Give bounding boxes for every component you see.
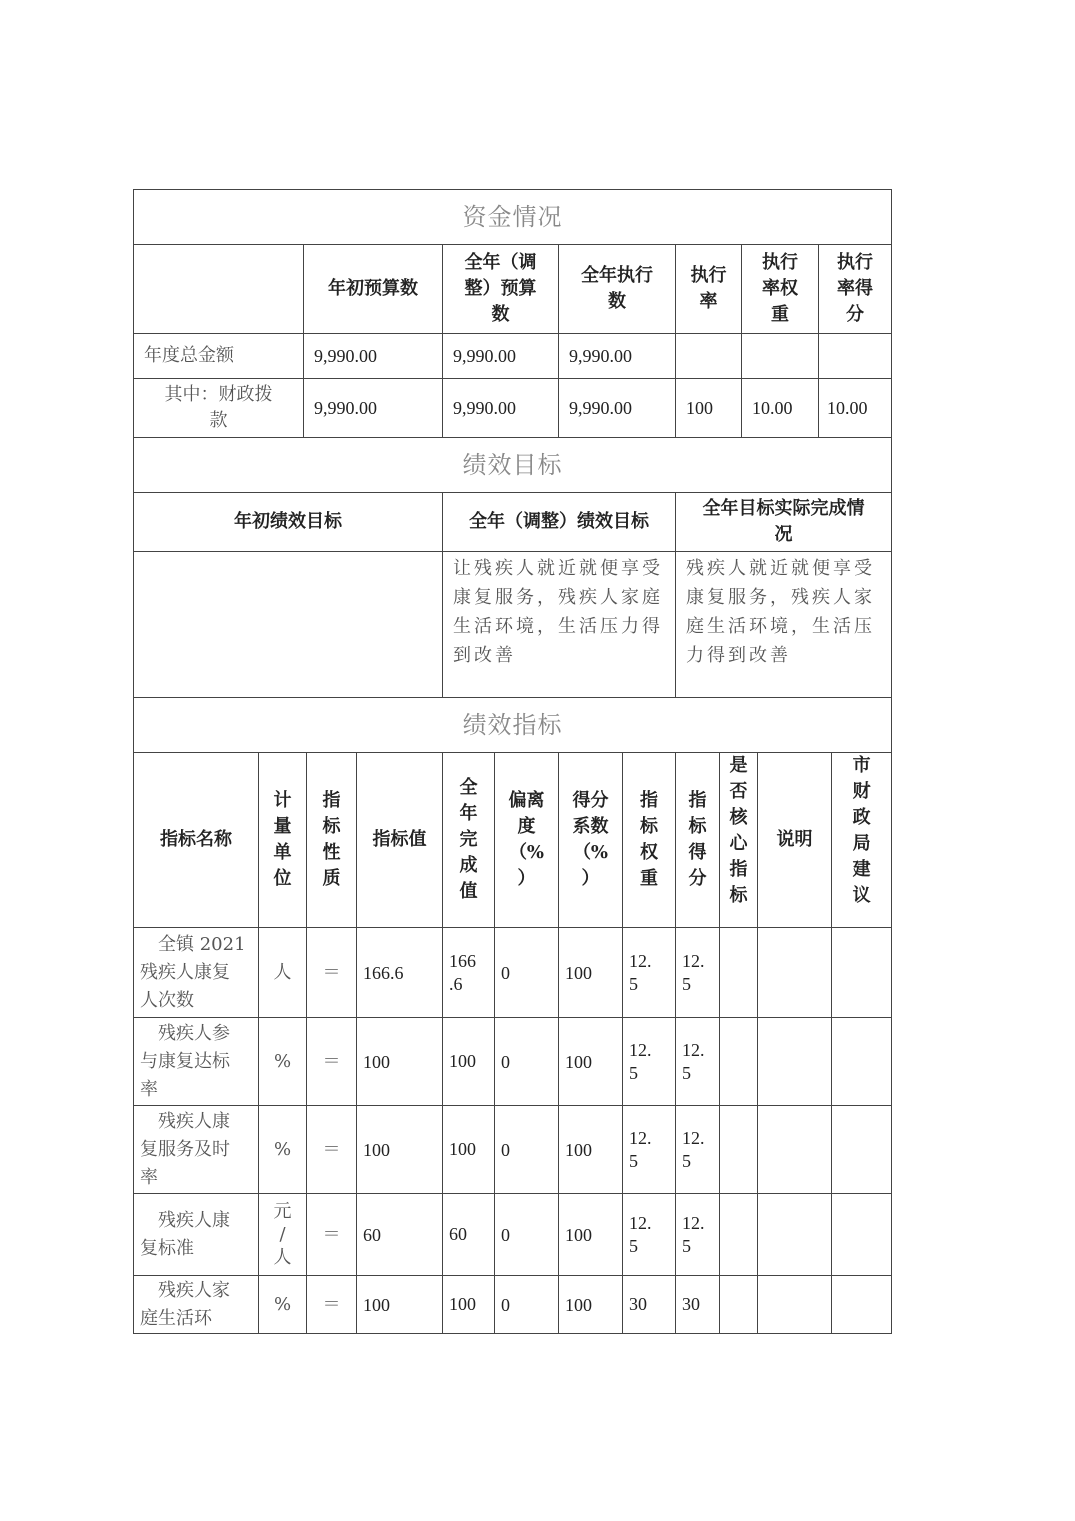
score-cell bbox=[676, 1276, 720, 1334]
indicators-header-text: 说明 bbox=[776, 829, 813, 850]
indicators-header-text: 是 bbox=[729, 755, 748, 776]
advice-cell bbox=[832, 928, 892, 1018]
score-cell-text: 5 bbox=[682, 973, 691, 994]
actual-cell-text: 100 bbox=[449, 1139, 476, 1159]
funds-header-rate-score: 执行 bbox=[837, 252, 873, 273]
funds-header-rate-score-line3: 分 bbox=[846, 304, 864, 325]
actual-cell bbox=[443, 1194, 495, 1276]
goals-adjusted-text-line4: 到改善 bbox=[453, 645, 516, 666]
target-cell: 100 bbox=[357, 1106, 443, 1194]
coef-cell: 100 bbox=[559, 1194, 623, 1276]
indicators-header-text: 指标值 bbox=[372, 829, 427, 850]
weight-cell bbox=[623, 1106, 676, 1194]
nature-cell: ＝ bbox=[307, 1276, 357, 1334]
note-cell bbox=[758, 1018, 832, 1106]
table-row bbox=[134, 379, 892, 438]
nature-cell: ＝ bbox=[307, 1194, 357, 1276]
goals-initial-text bbox=[134, 552, 443, 698]
indicators-header-text: 质 bbox=[322, 868, 341, 889]
indicators-header-text: 指 bbox=[322, 790, 341, 811]
goals-adjusted-text: 让残疾人就近就便享受 bbox=[453, 558, 663, 579]
indicator-name-cell bbox=[134, 1194, 259, 1276]
unit-cell bbox=[259, 1018, 307, 1106]
target-cell: 60 bbox=[357, 1194, 443, 1276]
funds-row-label-line2: 款 bbox=[209, 410, 228, 431]
core-cell bbox=[720, 1194, 758, 1276]
note-cell bbox=[758, 1276, 832, 1334]
target-cell: 100 bbox=[357, 1018, 443, 1106]
indicators-header-text: ） bbox=[517, 868, 536, 889]
indicator-name-cell bbox=[134, 1106, 259, 1194]
unit-cell bbox=[259, 1194, 307, 1276]
advice-cell bbox=[832, 1018, 892, 1106]
funds-row-label: 年度总金额 bbox=[144, 345, 234, 366]
indicators-table bbox=[133, 697, 892, 1334]
goals-actual-text-line4: 力得到改善 bbox=[686, 645, 791, 666]
funds-cell: 9,990.00 bbox=[304, 379, 443, 438]
indicator-name-cell-text: 率 bbox=[140, 1166, 158, 1188]
weight-cell-text: 5 bbox=[629, 1062, 638, 1083]
score-cell-text: 12. bbox=[682, 1212, 705, 1233]
indicators-header-text: 政 bbox=[852, 807, 871, 828]
indicators-header-text: 权 bbox=[640, 842, 658, 863]
funds-header-initial-budget: 年初预算数 bbox=[328, 278, 418, 299]
goals-section-title: 绩效目标 bbox=[134, 438, 892, 493]
indicators-header-text: 标 bbox=[640, 816, 658, 837]
indicators-header-text: 年 bbox=[459, 803, 478, 824]
actual-cell-text: .6 bbox=[449, 973, 463, 994]
weight-cell-text: 5 bbox=[629, 973, 638, 994]
funds-cell: 9,990.00 bbox=[443, 334, 559, 379]
funds-header-adjusted-budget-line3: 数 bbox=[491, 304, 510, 325]
funds-header-rate: 执行 bbox=[690, 265, 727, 286]
indicators-header-actual bbox=[443, 753, 495, 928]
indicators-header-text: 性 bbox=[322, 842, 341, 863]
funds-cell bbox=[742, 334, 819, 379]
indicators-header-text: 分 bbox=[688, 868, 707, 889]
unit-cell bbox=[259, 1276, 307, 1334]
funds-header-adjusted-budget: 全年（调 bbox=[464, 252, 537, 273]
indicators-header-text: （% bbox=[572, 842, 609, 863]
indicators-header-text: 值 bbox=[459, 881, 478, 902]
indicators-header-text: 财 bbox=[852, 781, 871, 802]
indicators-header-text: 指标名称 bbox=[160, 829, 232, 850]
indicators-header-text: 否 bbox=[729, 781, 748, 802]
indicators-header-note bbox=[758, 753, 832, 928]
indicator-name-cell-text: 与康复达标 bbox=[140, 1050, 230, 1072]
score-cell bbox=[676, 1018, 720, 1106]
indicator-name-cell-text: 率 bbox=[140, 1078, 158, 1100]
note-cell bbox=[758, 1106, 832, 1194]
funds-header-executed: 全年执行 bbox=[581, 265, 653, 286]
indicators-header-indicator-name bbox=[134, 753, 259, 928]
indicators-section-title: 绩效指标 bbox=[134, 698, 892, 753]
indicators-header-text: 得 bbox=[688, 842, 707, 863]
indicator-name-cell-text: 残疾人参 bbox=[158, 1022, 230, 1044]
indicators-header-text: 得分 bbox=[572, 790, 609, 811]
indicators-header-deviation bbox=[495, 753, 559, 928]
funds-header-rate-weight: 执行 bbox=[762, 252, 798, 273]
indicators-header-text: （% bbox=[508, 842, 545, 863]
unit-cell-text: 人 bbox=[273, 1247, 292, 1268]
nature-cell: ＝ bbox=[307, 1018, 357, 1106]
indicator-name-cell-text: 残疾人家 bbox=[158, 1279, 230, 1301]
indicators-header-text: 局 bbox=[852, 833, 871, 854]
unit-cell bbox=[259, 1106, 307, 1194]
indicators-header-text: 重 bbox=[640, 868, 658, 889]
actual-cell bbox=[443, 928, 495, 1018]
advice-cell bbox=[832, 1194, 892, 1276]
note-cell bbox=[758, 1194, 832, 1276]
core-cell bbox=[720, 1106, 758, 1194]
coef-cell: 100 bbox=[559, 1018, 623, 1106]
table-row bbox=[134, 1276, 892, 1334]
deviation-cell: 0 bbox=[495, 1018, 559, 1106]
score-cell-text: 5 bbox=[682, 1150, 691, 1171]
indicators-header-text: 标 bbox=[729, 885, 748, 906]
indicators-header-text: 指 bbox=[688, 790, 707, 811]
funds-header-adjusted-budget-line2: 整）预算 bbox=[464, 278, 537, 299]
weight-cell-text: 5 bbox=[629, 1235, 638, 1256]
indicators-header-text: 成 bbox=[459, 855, 478, 876]
goals-header-actual-line2: 况 bbox=[774, 524, 793, 545]
indicators-header-weight bbox=[623, 753, 676, 928]
score-cell-text: 12. bbox=[682, 1039, 705, 1060]
goals-header-initial: 年初绩效目标 bbox=[134, 493, 443, 552]
actual-cell bbox=[443, 1018, 495, 1106]
indicator-name-cell-text: 人次数 bbox=[140, 989, 194, 1011]
indicators-header-text: 指 bbox=[640, 790, 658, 811]
unit-cell-text: % bbox=[273, 1051, 292, 1072]
funds-cell: 9,990.00 bbox=[559, 379, 676, 438]
funds-cell: 9,990.00 bbox=[559, 334, 676, 379]
goals-actual-text: 残疾人就近就便享受 bbox=[686, 558, 875, 579]
indicators-header-text: 议 bbox=[852, 885, 871, 906]
funds-cell: 10.00 bbox=[819, 379, 892, 438]
coef-cell: 100 bbox=[559, 1106, 623, 1194]
goals-adjusted-text-line2: 康复服务，残疾人家庭 bbox=[453, 587, 663, 608]
actual-cell-text: 60 bbox=[449, 1224, 467, 1244]
indicators-header-row bbox=[134, 753, 892, 928]
advice-cell bbox=[832, 1106, 892, 1194]
indicators-header-text: 量 bbox=[273, 816, 292, 837]
score-cell-text: 30 bbox=[682, 1294, 700, 1314]
goals-header-adjusted: 全年（调整）绩效目标 bbox=[443, 493, 676, 552]
deviation-cell: 0 bbox=[495, 1276, 559, 1334]
indicators-header-text: 核 bbox=[729, 807, 748, 828]
funds-cell bbox=[819, 334, 892, 379]
indicators-header-text: 市 bbox=[852, 755, 871, 776]
indicators-header-score bbox=[676, 753, 720, 928]
deviation-cell: 0 bbox=[495, 928, 559, 1018]
indicator-name-cell bbox=[134, 1018, 259, 1106]
weight-cell bbox=[623, 928, 676, 1018]
indicators-header-unit bbox=[259, 753, 307, 928]
indicator-name-cell-text: 复服务及时 bbox=[140, 1138, 230, 1160]
nature-cell: ＝ bbox=[307, 1106, 357, 1194]
indicators-header-text: 计 bbox=[273, 790, 292, 811]
score-cell-text: 12. bbox=[682, 950, 705, 971]
weight-cell-text: 5 bbox=[629, 1150, 638, 1171]
indicator-name-cell-text: 残疾人康复 bbox=[140, 961, 230, 983]
indicators-header-text: 单 bbox=[273, 842, 292, 863]
unit-cell-text: % bbox=[273, 1139, 292, 1160]
score-cell-text: 5 bbox=[682, 1235, 691, 1256]
table-row bbox=[134, 1106, 892, 1194]
deviation-cell: 0 bbox=[495, 1106, 559, 1194]
unit-cell-text: / bbox=[279, 1224, 286, 1245]
indicators-header-text: 偏离 bbox=[508, 790, 545, 811]
funds-cell: 100 bbox=[676, 379, 742, 438]
funds-row-label: 其中：财政拨 bbox=[164, 384, 273, 405]
indicator-name-cell-text: 残疾人康 bbox=[158, 1110, 230, 1132]
table-row bbox=[134, 334, 892, 379]
indicators-header-text: 标 bbox=[322, 816, 341, 837]
actual-cell-text: 100 bbox=[449, 1294, 476, 1314]
funds-cell: 10.00 bbox=[742, 379, 819, 438]
nature-cell: ＝ bbox=[307, 928, 357, 1018]
funds-table bbox=[133, 189, 892, 438]
unit-cell bbox=[259, 928, 307, 1018]
score-cell bbox=[676, 1194, 720, 1276]
note-cell bbox=[758, 928, 832, 1018]
unit-cell-text: 元 bbox=[273, 1201, 292, 1222]
funds-header-rate-line2: 率 bbox=[699, 291, 718, 312]
indicators-header-text: 完 bbox=[459, 829, 478, 850]
indicators-header-text: ） bbox=[581, 868, 600, 889]
indicator-name-cell bbox=[134, 1276, 259, 1334]
actual-cell-text: 166 bbox=[449, 950, 476, 971]
table-row bbox=[134, 1194, 892, 1276]
actual-cell bbox=[443, 1276, 495, 1334]
weight-cell bbox=[623, 1276, 676, 1334]
indicators-header-text: 指 bbox=[729, 859, 748, 880]
core-cell bbox=[720, 928, 758, 1018]
score-cell-text: 12. bbox=[682, 1127, 705, 1148]
indicator-name-cell-text: 复标准 bbox=[140, 1237, 194, 1259]
indicators-header-coef bbox=[559, 753, 623, 928]
funds-cell bbox=[676, 334, 742, 379]
coef-cell: 100 bbox=[559, 928, 623, 1018]
indicators-header-text: 位 bbox=[273, 868, 292, 889]
indicators-header-text: 全 bbox=[459, 777, 478, 798]
weight-cell-text: 12. bbox=[629, 1127, 652, 1148]
actual-cell-text: 100 bbox=[449, 1051, 476, 1071]
goals-table bbox=[133, 437, 892, 698]
coef-cell: 100 bbox=[559, 1276, 623, 1334]
indicator-name-cell-text: 全镇 2021 bbox=[158, 933, 246, 955]
indicator-name-cell bbox=[134, 928, 259, 1018]
funds-header-rate-score-line2: 率得 bbox=[837, 278, 873, 299]
target-cell: 166.6 bbox=[357, 928, 443, 1018]
score-cell bbox=[676, 1106, 720, 1194]
weight-cell-text: 12. bbox=[629, 1212, 652, 1233]
funds-cell: 9,990.00 bbox=[443, 379, 559, 438]
goals-header-actual: 全年目标实际完成情 bbox=[702, 498, 865, 519]
advice-cell bbox=[832, 1276, 892, 1334]
table-row bbox=[134, 928, 892, 1018]
indicators-header-text: 标 bbox=[688, 816, 707, 837]
unit-cell-text: % bbox=[273, 1294, 292, 1315]
funds-header-executed-line2: 数 bbox=[608, 291, 626, 312]
goals-actual-text-line3: 庭生活环境，生活压 bbox=[686, 616, 875, 637]
indicators-header-text: 心 bbox=[729, 833, 748, 854]
funds-cell: 9,990.00 bbox=[304, 334, 443, 379]
score-cell-text: 5 bbox=[682, 1062, 691, 1083]
funds-section-title: 资金情况 bbox=[134, 190, 892, 245]
core-cell bbox=[720, 1018, 758, 1106]
indicators-header-text: 建 bbox=[852, 859, 871, 880]
indicator-name-cell-text: 庭生活环 bbox=[140, 1307, 212, 1329]
indicators-header-text: 度 bbox=[517, 816, 536, 837]
target-cell: 100 bbox=[357, 1276, 443, 1334]
indicators-header-nature bbox=[307, 753, 357, 928]
weight-cell-text: 30 bbox=[629, 1294, 647, 1314]
indicators-header-core bbox=[720, 753, 758, 928]
indicators-header-text: 系数 bbox=[572, 816, 609, 837]
goals-actual-text-line2: 康复服务，残疾人家 bbox=[686, 587, 875, 608]
deviation-cell: 0 bbox=[495, 1194, 559, 1276]
table-row bbox=[134, 1018, 892, 1106]
funds-header-empty bbox=[134, 245, 304, 334]
core-cell bbox=[720, 1276, 758, 1334]
funds-header-rate-weight-line2: 率权 bbox=[762, 278, 798, 299]
unit-cell-text: 人 bbox=[273, 962, 292, 983]
weight-cell bbox=[623, 1018, 676, 1106]
indicators-header-advice bbox=[832, 753, 892, 928]
goals-adjusted-text-line3: 生活环境，生活压力得 bbox=[453, 616, 663, 637]
actual-cell bbox=[443, 1106, 495, 1194]
indicator-name-cell-text: 残疾人康 bbox=[158, 1209, 230, 1231]
indicators-header-target bbox=[357, 753, 443, 928]
weight-cell bbox=[623, 1194, 676, 1276]
weight-cell-text: 12. bbox=[629, 950, 652, 971]
score-cell bbox=[676, 928, 720, 1018]
funds-header-rate-weight-line3: 重 bbox=[771, 304, 789, 325]
weight-cell-text: 12. bbox=[629, 1039, 652, 1060]
